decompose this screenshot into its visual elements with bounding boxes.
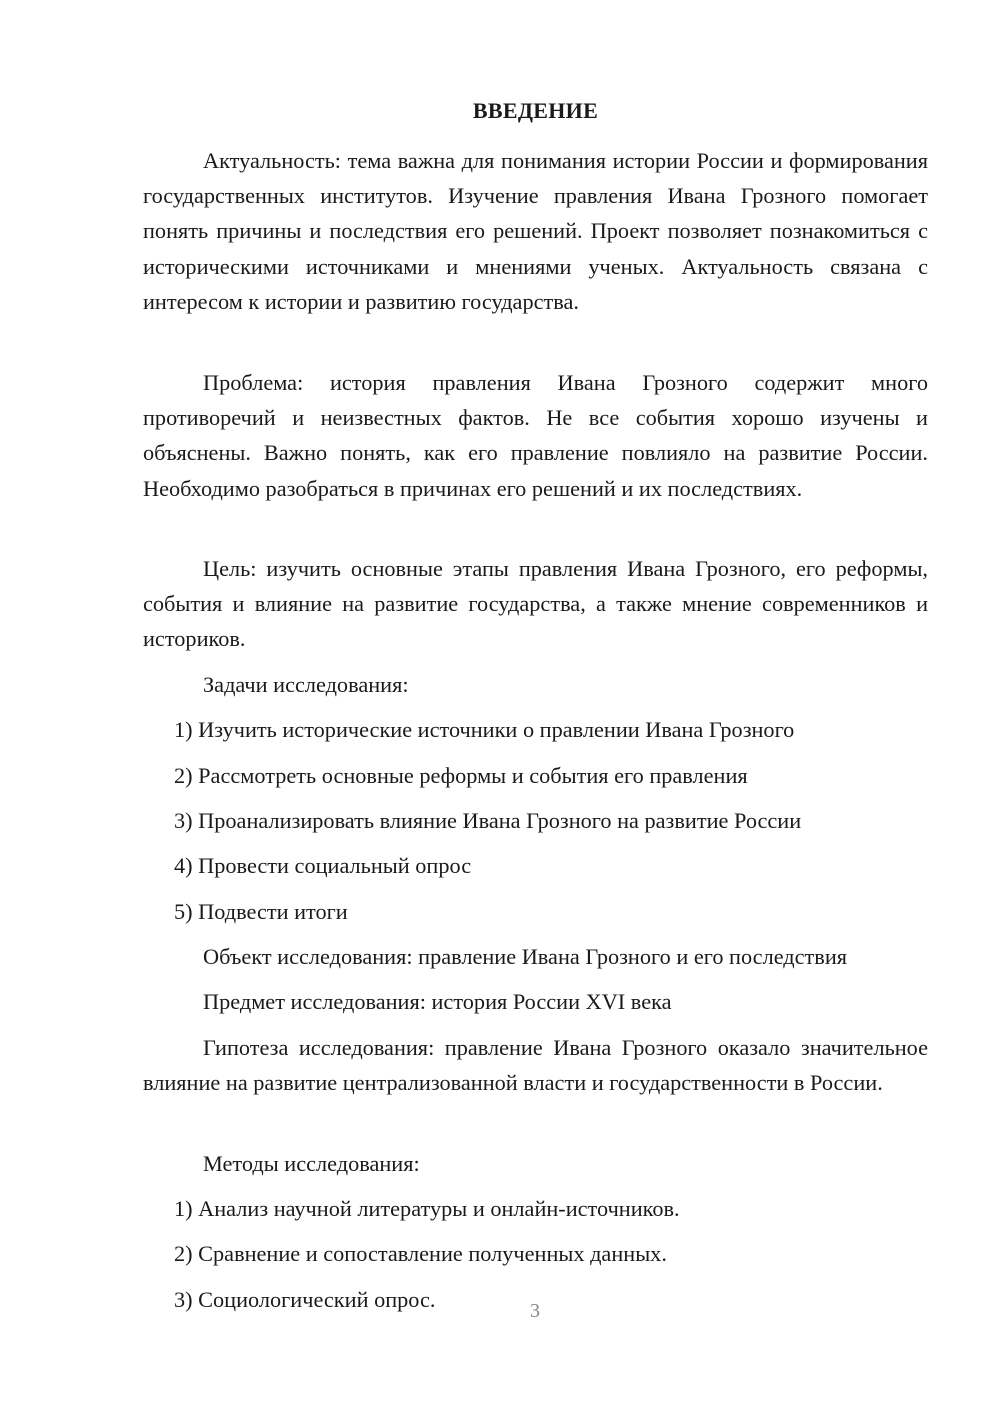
method-item-1: 1) Анализ научной литературы и онлайн-источников. [174, 1196, 680, 1221]
task-item-5: 5) Подвести итоги [174, 899, 348, 924]
task-item-1: 1) Изучить исторические источники о правлении Ивана Грозного [174, 717, 795, 742]
methods-heading: Методы исследования: [203, 1151, 420, 1176]
task-item-4: 4) Провести социальный опрос [174, 853, 472, 878]
tasks-heading: Задачи исследования: [203, 672, 409, 697]
task-item-2: 2) Рассмотреть основные реформы и события его правления [174, 763, 748, 788]
hypothesis-paragraph: Гипотеза исследования: правление Ивана Грозного оказало значительное влияние на развитие централизованной власти и государственности в России. [143, 1035, 928, 1096]
page-title: ВВЕДЕНИЕ [472, 98, 599, 123]
goal-paragraph: Цель: изучить основные этапы правления Ивана Грозного, его реформы, события и влияние на развитие государства, а также мнение современников и историков. [143, 556, 928, 652]
research-object: Объект исследования: правление Ивана Грозного и его последствия [203, 944, 848, 969]
method-item-2: 2) Сравнение и сопоставление полученных данных. [174, 1241, 667, 1266]
research-subject: Предмет исследования: история России XVI века [203, 989, 672, 1014]
page-number: 3 [530, 1300, 540, 1322]
problem-paragraph: Проблема: история правления Ивана Грозного содержит много противоречий и неизвестных фактов. Не все события хорошо изучены и объяснены. Важно понять, как его правление повлияло на развитие России. Необходимо разобраться в причинах его решений и их последствиях. [143, 370, 928, 501]
method-item-3: 3) Социологический опрос. [174, 1287, 436, 1312]
task-item-3: 3) Проанализировать влияние Ивана Грозного на развитие России [174, 808, 802, 833]
relevance-paragraph: Актуальность: тема важна для понимания истории России и формирования государственных институтов. Изучение правления Ивана Грозного помогает понять причины и последствия его решений. Проект позволяет познакомиться с историческими источниками и мнениями ученых. Актуальность связана с интересом к истории и развитию государства. [143, 148, 928, 314]
